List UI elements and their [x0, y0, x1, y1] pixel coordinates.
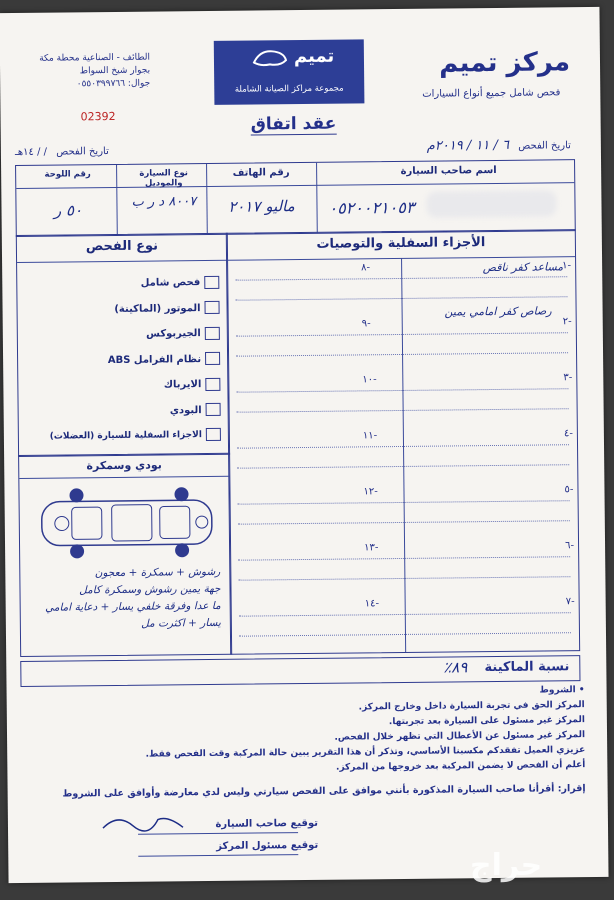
bodywork-note: ما عدا وفرقة خلفي يسار + دعاية امامي [45, 599, 221, 614]
engine-label: نسبة الماكينة [484, 659, 570, 676]
term-item: أعلم أن الفحص لا يضمن المركبة بعد خروجها من المركز. [335, 760, 586, 773]
exam-date-value: ٦ / ١١ / ٢٠١٩م [426, 137, 510, 154]
term-item: عزيزي العميل تفقدكم مكسبنا الأساسي، وتذكر أن هذا التقرير يبين حالة المركبة وقت الفحص فقط. [145, 745, 586, 760]
address-line: بجوار شيخ السواط [79, 65, 151, 77]
signature-icon [98, 807, 188, 838]
part-number: -٣ [563, 372, 573, 384]
center-tagline: فحص شامل جميع أنواع السيارات [422, 87, 561, 100]
checkbox-icon[interactable] [204, 275, 219, 288]
serial-number: 02392 [80, 109, 116, 124]
terms [25, 683, 586, 802]
inspection-box [16, 233, 230, 457]
checkbox-icon[interactable] [205, 377, 220, 390]
contract-paper [0, 7, 609, 883]
col-plate: رقم اللوحة [44, 169, 91, 180]
part-number: -٥ [564, 484, 574, 496]
sig-center-label: توقيع مسئول المركز [216, 839, 319, 852]
checkbox-icon[interactable] [206, 403, 221, 416]
part-note: مساعد كفر ناقص [482, 260, 564, 275]
col-owner-name: اسم صاحب السيارة [400, 164, 497, 177]
exam-date-hijri-label: تاريخ الفحص [56, 146, 109, 158]
agreed-fee: ٥٠ ر [53, 201, 83, 220]
contract-title: عقد اتفاق [250, 113, 337, 135]
term-item: المركز غير مسئول على السيارة بعد تجربتها. [388, 715, 585, 728]
engine-value: ٨٩٪ [443, 658, 468, 677]
declaration: إقرار: أقرأنا صاحب السيارة المذكورة بأنني موافق على الفحص سيارتي وليس لدي معارضة وأوافق على الشروط [62, 783, 586, 800]
term-item: المركز الحق في تجربة السيارة داخل وخارج المركز. [358, 700, 585, 713]
watermark: حراج [470, 848, 543, 883]
part-number: -١١ [362, 430, 378, 442]
inspection-item[interactable]: الجيربوكس [49, 321, 220, 348]
inspection-title: نوع الفحص [85, 238, 159, 255]
bodywork-box [18, 453, 232, 657]
address-line: جوال: ٠٥٥٠٣٩٩٧٦٦ [76, 78, 151, 90]
center-address [10, 52, 150, 92]
part-number: -١٠ [362, 374, 377, 386]
address-line: الطائف - الصناعية محطة مكة [39, 52, 150, 64]
center-logo [214, 39, 365, 105]
logo-name: تميم [293, 45, 335, 68]
owner-phone: ٠٥٢٠٠٢١٠٥٣ [328, 197, 415, 218]
bodywork-notes [30, 564, 221, 634]
sig-owner-label: توقيع صاحب السيارة [215, 817, 319, 830]
inspection-item[interactable]: الايرباك [49, 372, 220, 399]
exam-date-hijri [15, 146, 109, 158]
car-model: ماليو ٢٠١٧ [228, 197, 295, 216]
inspection-item[interactable]: الاجزاء السفلية للسيارة (العضلات) [50, 423, 221, 450]
logo-subtitle: مجموعة مراكز الصيانة الشاملة [234, 83, 344, 95]
col-model: نوع السيارة والموديل [139, 168, 189, 189]
part-number: -٧ [565, 596, 575, 608]
plate-number: ٨٠٠٧ د ر ب [131, 194, 197, 210]
col-phone: رقم الهاتف [232, 167, 290, 179]
checkbox-icon[interactable] [206, 428, 221, 441]
bodywork-title: بودي وسمكرة [86, 458, 162, 473]
part-number: -٨ [361, 262, 371, 274]
bodywork-note: جهة يمين رشوش وسمكرة كامل [79, 582, 221, 597]
part-number: -١٤ [364, 598, 380, 610]
part-note: رصاص كفر امامي يمين [444, 304, 552, 319]
inspection-item[interactable]: فحص شامل [48, 270, 219, 297]
part-number: -٦ [565, 540, 575, 552]
part-number: -١٣ [364, 542, 379, 554]
parts-box [226, 229, 580, 655]
part-number: -١ [562, 260, 572, 272]
part-number: -٢ [562, 316, 572, 328]
inspection-list [48, 270, 221, 450]
bodywork-note: يسار + اكثرت مل [141, 616, 221, 630]
center-name: مركز تميم [439, 47, 571, 79]
car-logo-icon [250, 46, 290, 68]
bodywork-note: رشوش + سمكرة + معجون [94, 565, 221, 580]
engine-row [20, 655, 580, 687]
checkbox-icon[interactable] [205, 352, 220, 365]
exam-date-label: تاريخ الفحص [518, 140, 571, 152]
inspection-item[interactable]: نظام الفرامل ABS [49, 346, 220, 373]
parts-title: الأجزاء السفلية والتوصيات [316, 235, 486, 252]
term-item: المركز غير مسئول عن الأعطال التي تظهر خلال الفحص. [334, 730, 586, 743]
exam-date-hijri-value: / / ١٤هـ [14, 146, 48, 159]
redacted-name [426, 190, 556, 217]
part-number: -١٢ [363, 486, 378, 498]
car-diagram-icon [31, 482, 222, 564]
terms-title: • الشروط [539, 685, 585, 696]
part-number: -٩ [361, 318, 371, 330]
exam-date [427, 137, 571, 154]
checkbox-icon[interactable] [205, 326, 220, 339]
info-table-values [15, 159, 576, 237]
part-number: -٤ [563, 428, 573, 440]
inspection-item[interactable]: البودي [49, 397, 220, 424]
inspection-item[interactable]: الموتور (الماكينة) [48, 295, 219, 322]
checkbox-icon[interactable] [204, 301, 219, 314]
